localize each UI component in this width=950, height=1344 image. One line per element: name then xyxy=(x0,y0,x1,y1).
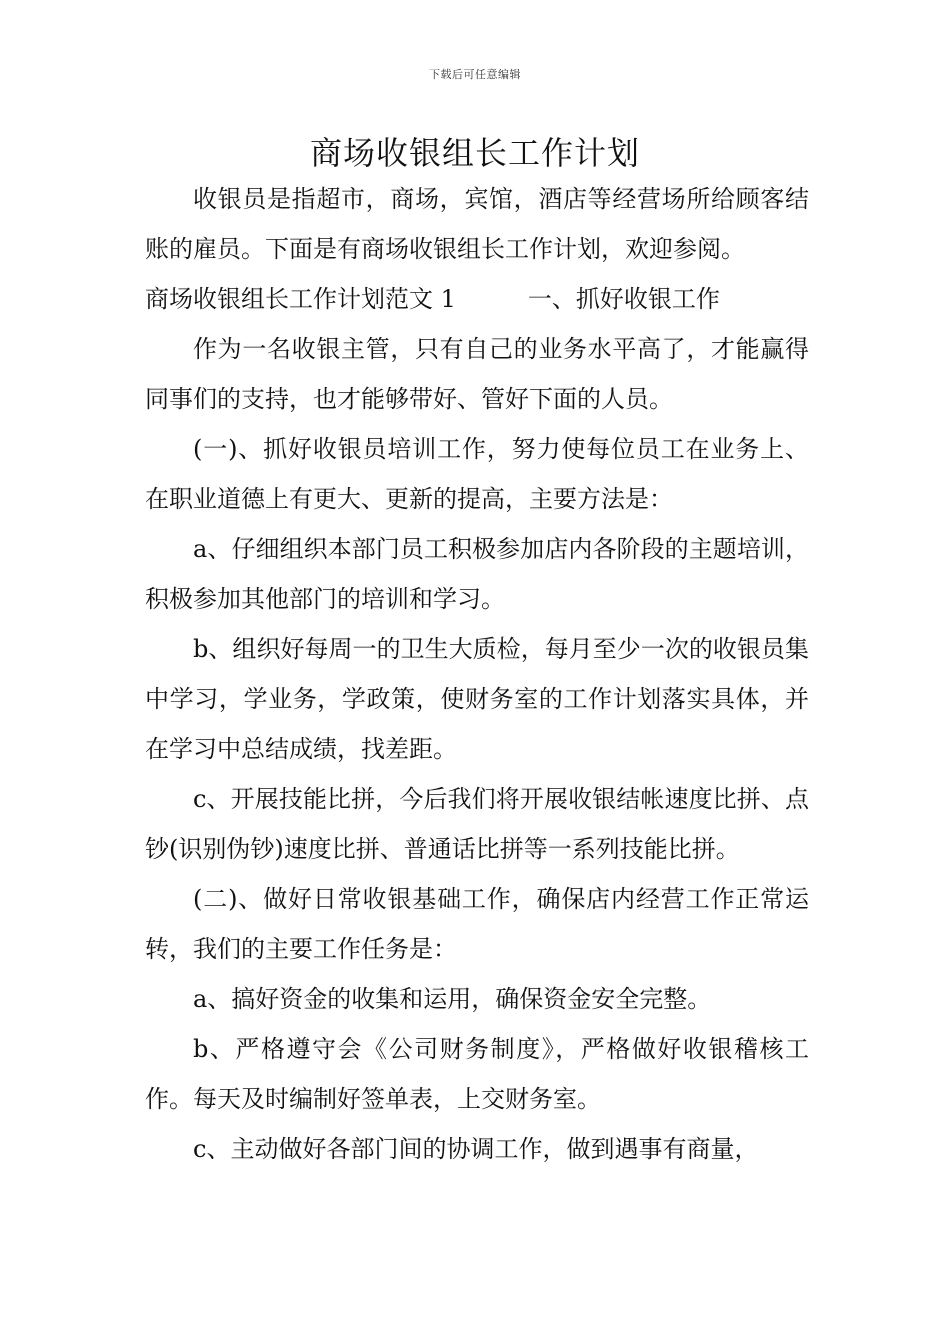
document-body xyxy=(145,174,809,1174)
section-heading-line: 商场收银组长工作计划范文 1 一、抓好收银工作 xyxy=(145,285,720,313)
document-title: 商场收银组长工作计划 xyxy=(309,134,640,172)
paragraph: a、搞好资金的收集和运用，确保资金安全完整。 xyxy=(193,985,712,1013)
header-note: 下载后可任意编辑 xyxy=(429,68,521,81)
paragraph: c、主动做好各部门间的协调工作，做到遇事有商量， xyxy=(193,1135,759,1163)
paragraph: (一)、抓好收银员培训工作，努力使每位员工在业务上、在职业道德上有更大、更新的提高，主要方法是： xyxy=(145,435,809,513)
paragraph-intro: 收银员是指超市，商场，宾馆，酒店等经营场所给顾客结账的雇员。下面是有商场收银组长工作计划，欢迎参阅。 xyxy=(145,185,809,263)
paragraph: b、组织好每周一的卫生大质检，每月至少一次的收银员集中学习，学业务，学政策，使财务室的工作计划落实具体，并在学习中总结成绩，找差距。 xyxy=(145,635,809,763)
paragraph: (二)、做好日常收银基础工作，确保店内经营工作正常运转，我们的主要工作任务是： xyxy=(145,885,809,963)
paragraph: c、开展技能比拼，今后我们将开展收银结帐速度比拼、点钞(识别伪钞)速度比拼、普通话比拼等一系列技能比拼。 xyxy=(145,785,809,863)
paragraph: 作为一名收银主管，只有自己的业务水平高了，才能赢得同事们的支持，也才能够带好、管好下面的人员。 xyxy=(145,335,809,413)
paragraph: b、严格遵守会《公司财务制度》，严格做好收银稽核工作。每天及时编制好签单表，上交财务室。 xyxy=(145,1035,809,1113)
paragraph: a、仔细组织本部门员工积极参加店内各阶段的主题培训，积极参加其他部门的培训和学习。 xyxy=(145,535,809,613)
